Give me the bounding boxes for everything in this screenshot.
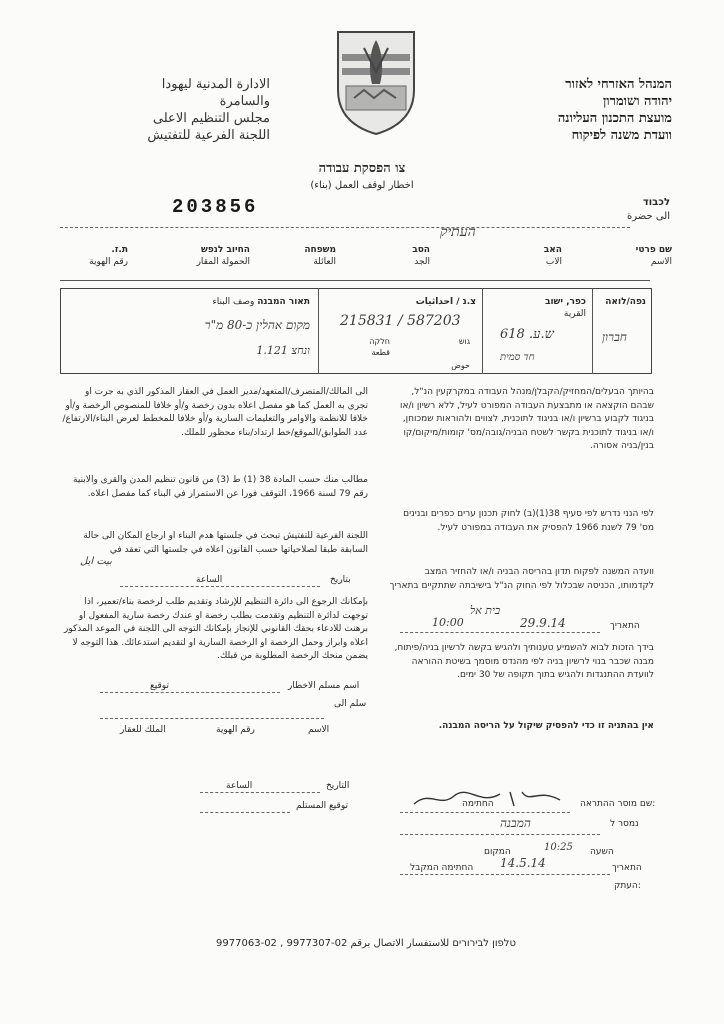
- arabic-body-p4: بإمكانك الرجوع الى دائرة التنظيم للإرشاد وتقديم طلب لرخصة بناء/تعمير، اذا توجهت لدائرة التنظيم وتقدمت بطلب رخصة او عندك رخصة سارية المفعول او برهنت للادعاء بحقك القانوني للإنجاز بإمكانك التوجه الى اللجنة في الموعد المذكور اعلاه وابراز وحمل الرخصة او الرخصة السارية او لتقديم استدعائك. هذا التوجه لا يضمن منحك الرخصة المطلوبة من قبلك.: [64, 597, 368, 661]
- issuer-label: שם מוסר ההתראה:: [580, 799, 656, 809]
- arabic-recipient-line: [100, 692, 280, 693]
- header-he-line-2: יהודה ושומרון: [602, 94, 672, 109]
- header-ar-line-1: الادارة المدنية ليهودا: [161, 77, 270, 92]
- date2-line: [400, 874, 610, 875]
- arabic-recipient-label: اسم مسلم الاخطار: [288, 681, 360, 691]
- addressee-label: [590, 196, 670, 224]
- form-title-he: צו הפסקת עבודה: [318, 161, 406, 176]
- arabic-time2-label: الساعة: [226, 781, 253, 791]
- arabic-date2-label: التاريخ: [326, 781, 350, 791]
- issuer-signature: [410, 786, 570, 810]
- hebrew-hearing-time: 10:00: [432, 616, 464, 629]
- desc-label: תאור המבנה وصف البناء: [212, 297, 310, 307]
- arabic-sig-label: توقيع: [150, 681, 169, 691]
- hebrew-body-p5: אין בהתניה זו כדי להפסיק שיקול על הריסה המבנה.: [438, 721, 654, 731]
- person-row-line: [60, 280, 650, 281]
- block-label: גוש: [458, 337, 470, 346]
- header-he-line-4: וועדת משנה לפיקוח: [571, 128, 672, 143]
- receiver-line: [400, 834, 600, 835]
- header-ar-line-2: والسامرة: [219, 94, 270, 109]
- region-value: חברון: [602, 330, 627, 344]
- arabic-receiver-sig-line: [200, 812, 290, 813]
- time2-label: השעה: [590, 847, 614, 857]
- arabic-col-id: رقم الهوية: [216, 725, 255, 735]
- arabic-delivered-line: [100, 718, 324, 719]
- arabic-body-p3: اللجنة الفرعية للتفتيش تبحث في جلستها هدم البناء او ارجاع المكان الى حالة السابقة طبقا لصلاحياتها حسب القانون اعلاه في جلستها التي تعقد في: [83, 531, 368, 555]
- hebrew-body-p2: לפי הנני נדרש לפי סעיף 38(1)(ב) לחוק תכנון ערים כפרים ובנינים מס' 79 לשנת 1966 להפסיק את העבודה במפורט לעיל.: [403, 509, 654, 533]
- form-title-ar: اخطار لوقف العمل (بناء): [310, 180, 414, 191]
- arabic-body-p2: مطالب منك حسب المادة 38 (1) ط (3) من قانون تنظيم المدن والقرى والابنية رقم 79 لسنة 1966، التوقف فورا عن الاستمرار في البناء كما مفصل اعلاه.: [73, 475, 368, 499]
- date2-label: התאריך: [612, 863, 642, 873]
- hebrew-date-label: התאריך: [610, 621, 640, 631]
- date2-value: 14.5.14: [500, 856, 546, 870]
- person-col-hamula: החיוב לנפש الحمولة المقار: [196, 245, 250, 267]
- header-ar-line-3: مجلس التنظيم الاعلى: [152, 111, 270, 126]
- person-col-first-name: שם פרטי الاسم: [635, 245, 672, 267]
- location-divider-3: [318, 288, 319, 374]
- location-divider-1: [592, 288, 593, 374]
- hebrew-hearing-place: בית אל: [470, 604, 501, 617]
- form-title: [262, 160, 462, 191]
- copy-label: העתק:: [614, 881, 641, 891]
- arabic-body-p1: الى المالك/المتصرف/المتعهد/مدير العمل في العقار المذكور الذي به جرت او تجري به العمل كما هو مفصل اعلاه بدون رخصة و/أو خلافا للمنصوص الرخصة و/أو خلافا للانظمة والاوامر والتعليمات السارية و/أو خلافا للمخطط لعرض البناء/الارتفاع/عدد الطوابق/الموقع/خط ارتداد/بناء محظور للملك.: [62, 387, 368, 438]
- serial-number: 203856: [172, 196, 259, 218]
- hebrew-body-p3: וועדה המשנה לפקוח תדון בהריסה הבניה ו/או להחזיר המצב לקדמותו, הכניסה שבכלול לפי החוק הנ"ל בישיבתה שתתקיים בתאריך: [389, 567, 654, 591]
- hebrew-body-p4: בידך הזכות לבוא להשמיע טענותיך ולהגיש בקשה לרשיון בניה/פיתוח, מבנה שכבר בנוי לרשיון בניה לפי מהנדס מוסמך בשיטת ההוראה לוועדת ההתנגדות ולהגיש בתוך תקופה של 30 ימים.: [394, 643, 654, 680]
- desc-value-2: ונחצ 1.121: [256, 344, 310, 357]
- hebrew-body-p1: בהיותך הבעלים/המחזיק/הקבלן/מנהל העבודה במקרקעין הנ"ל, שבהם הוקצאה או מתבצעת העבודה המפורט לעיל, ללא רשיון ו/או בניגוד לקבוע ברשיון ו/או בניגוד לתוכנית, לצווים ולהוראות שמכוחן, ו/או בניגוד לתוכנית בקשר לשטח הבניה/גובה/מס' קומות/מיקום/קו בנין/בניה אסורה.: [400, 387, 654, 451]
- hebrew-hearing-date: 29.9.14: [520, 616, 566, 630]
- hebrew-date-line: [400, 632, 600, 633]
- receiver-value: המבנה: [500, 816, 531, 830]
- to-ar: الى حضرة: [627, 211, 670, 222]
- desc-value-1: מקום אהלין כ-80 מ"ר: [204, 318, 310, 332]
- block-label-ar: حوض: [451, 361, 470, 370]
- village-value: ש.ע. 618: [500, 327, 554, 342]
- person-col-family: משפחה العائلة: [304, 245, 336, 267]
- addressee-value: העתיק: [440, 224, 476, 240]
- arabic-col-owner: الملك للعقار: [120, 725, 166, 735]
- header-he-line-1: המנהל האזרחי לאזור: [565, 77, 672, 92]
- sign-label: החתימה המקבל: [410, 863, 474, 873]
- header-ar-line-4: اللجنة الفرعية للتفتيش: [147, 128, 270, 143]
- header-hebrew: [452, 76, 672, 144]
- arabic-time-label: الساعة: [196, 575, 223, 585]
- arabic-col-name: الاسم: [308, 725, 330, 735]
- parcel-label: חלקה قطعة: [369, 337, 390, 357]
- time2-value: 10:25: [544, 842, 573, 853]
- arabic-date-line: [120, 586, 320, 587]
- issuer-sig-label: החתימה: [462, 799, 494, 809]
- coords-label: צ.נ / احداثيات: [415, 297, 476, 307]
- footer-contact: טלפון לבירורים للاستفسار الاتصال برقم 02-9977307 , 02-9977063: [216, 938, 516, 949]
- village-sub: חד סמית: [500, 352, 535, 363]
- emblem: [334, 28, 418, 138]
- village-label: כפר, ישוב القرية: [544, 297, 586, 319]
- arabic-delivered-label: سلم الى: [334, 699, 367, 709]
- to-he: לכבוד: [642, 197, 670, 208]
- location-divider-2: [482, 288, 483, 374]
- header-he-line-3: מועצת התכנון העליונה: [557, 111, 672, 126]
- arabic-date2-line: [200, 792, 320, 793]
- receiver-label: נמסר ל: [610, 819, 639, 829]
- person-col-grandfather: הסב الجد: [412, 245, 430, 267]
- arabic-hearing-place: بيت ايل: [80, 556, 112, 567]
- person-col-father: האב الاب: [543, 245, 562, 267]
- region-label: נפה/לואה: [605, 297, 646, 307]
- addressee-line: [60, 227, 630, 228]
- arabic-receiver-sig-label: توقيع المستلم: [296, 801, 348, 811]
- place-label: המקום: [484, 847, 511, 857]
- coords-value: 215831 / 587203: [340, 313, 461, 329]
- person-col-id: ת.ז. رقم الهوية: [89, 245, 128, 267]
- header-arabic: [60, 76, 270, 144]
- arabic-date-label: بتاريخ: [330, 575, 351, 585]
- issuer-line: [400, 812, 570, 813]
